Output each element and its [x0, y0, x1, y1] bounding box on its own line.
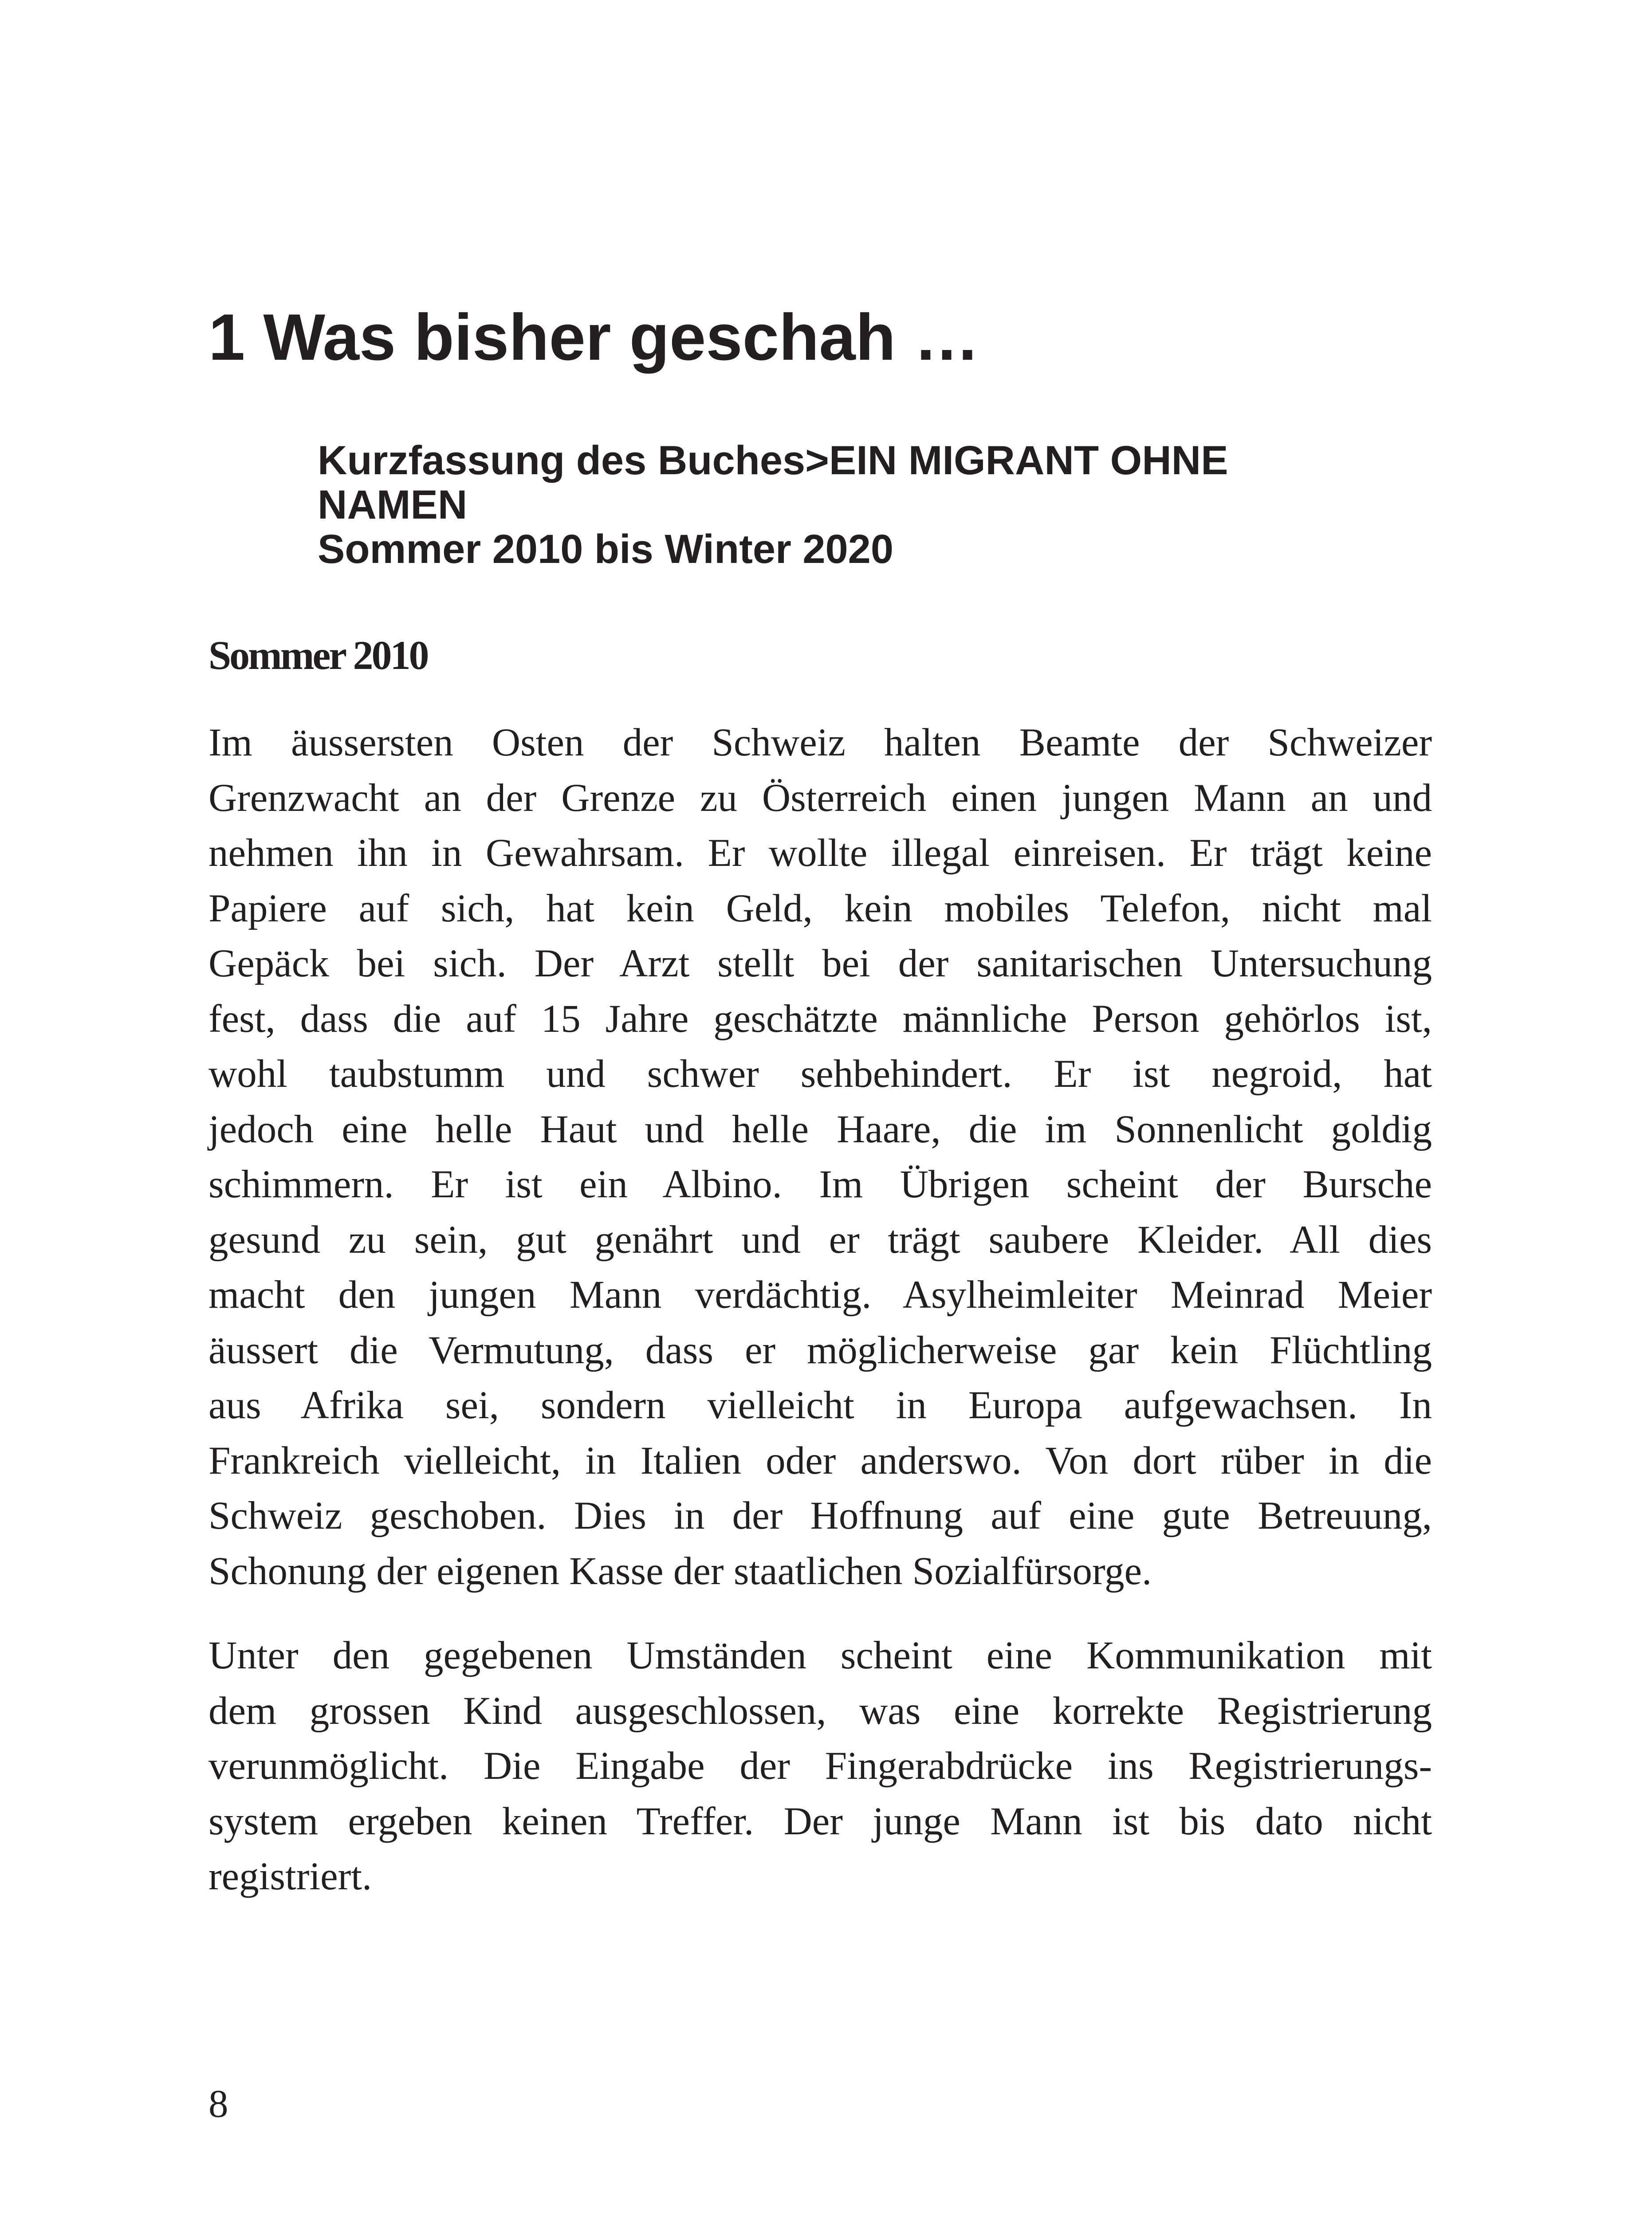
- paragraph-line: schimmern. Er ist ein Albino. Im Übrigen scheint der Bursche: [208, 1163, 1432, 1206]
- section-heading: Sommer 2010: [208, 633, 428, 678]
- paragraph-line: gesund zu sein, gut genährt und er trägt saubere Kleider. All dies: [208, 1218, 1432, 1262]
- paragraph-line: Schweiz geschoben. Dies in der Hoffnung auf eine gute Betreuung,: [208, 1494, 1432, 1538]
- paragraph-line: äussert die Vermutung, dass er möglicherweise gar kein Flüchtling: [208, 1328, 1432, 1372]
- paragraph-line: Grenzwacht an der Grenze zu Österreich einen jungen Mann an und: [208, 776, 1432, 820]
- paragraph-line: verunmöglicht. Die Eingabe der Fingerabdrücke ins Registrierungs-: [208, 1744, 1432, 1788]
- paragraph-line: Gepäck bei sich. Der Arzt stellt bei der sanitarischen Untersuchung: [208, 942, 1432, 985]
- paragraph-line: registriert.: [208, 1855, 372, 1898]
- paragraph-line: Papiere auf sich, hat kein Geld, kein mobiles Telefon, nicht mal: [208, 886, 1432, 930]
- page-number: 8: [208, 2082, 228, 2126]
- body-paragraph: [208, 715, 1432, 1599]
- paragraph-line: wohl taubstumm und schwer sehbehindert. Er ist negroid, hat: [208, 1052, 1432, 1096]
- paragraph-line: jedoch eine helle Haut und helle Haare, die im Sonnenlicht goldig: [208, 1107, 1432, 1151]
- paragraph-line: Im äussersten Osten der Schweiz halten Beamte der Schweizer: [208, 721, 1432, 764]
- paragraph-line: Unter den gegebenen Umständen scheint eine Kommunikation mit: [208, 1634, 1432, 1677]
- paragraph-line: macht den jungen Mann verdächtig. Asylheimleiter Meinrad Meier: [208, 1273, 1432, 1317]
- paragraph-line: Schonung der eigenen Kasse der staatlichen Sozialfürsorge.: [208, 1549, 1152, 1593]
- body-paragraph: [208, 1628, 1432, 1904]
- subtitle-line: Kurzfassung des Buches>EIN MIGRANT OHNE: [318, 438, 1228, 483]
- paragraph-line: system ergeben keinen Treffer. Der junge Mann ist bis dato nicht: [208, 1799, 1432, 1843]
- paragraph-line: aus Afrika sei, sondern vielleicht in Europa aufgewachsen. In: [208, 1384, 1432, 1427]
- book-summary-subtitle: [318, 438, 1427, 571]
- chapter-title: 1 Was bisher geschah …: [208, 301, 980, 374]
- subtitle-line: NAMEN: [318, 482, 468, 527]
- subtitle-line: Sommer 2010 bis Winter 2020: [318, 527, 894, 572]
- paragraph-line: fest, dass die auf 15 Jahre geschätzte männliche Person gehörlos ist,: [208, 997, 1432, 1041]
- paragraph-line: dem grossen Kind ausgeschlossen, was eine korrekte Registrierung: [208, 1689, 1432, 1733]
- paragraph-line: Frankreich vielleicht, in Italien oder anderswo. Von dort rüber in die: [208, 1439, 1432, 1483]
- paragraph-line: nehmen ihn in Gewahrsam. Er wollte illegal einreisen. Er trägt keine: [208, 831, 1432, 875]
